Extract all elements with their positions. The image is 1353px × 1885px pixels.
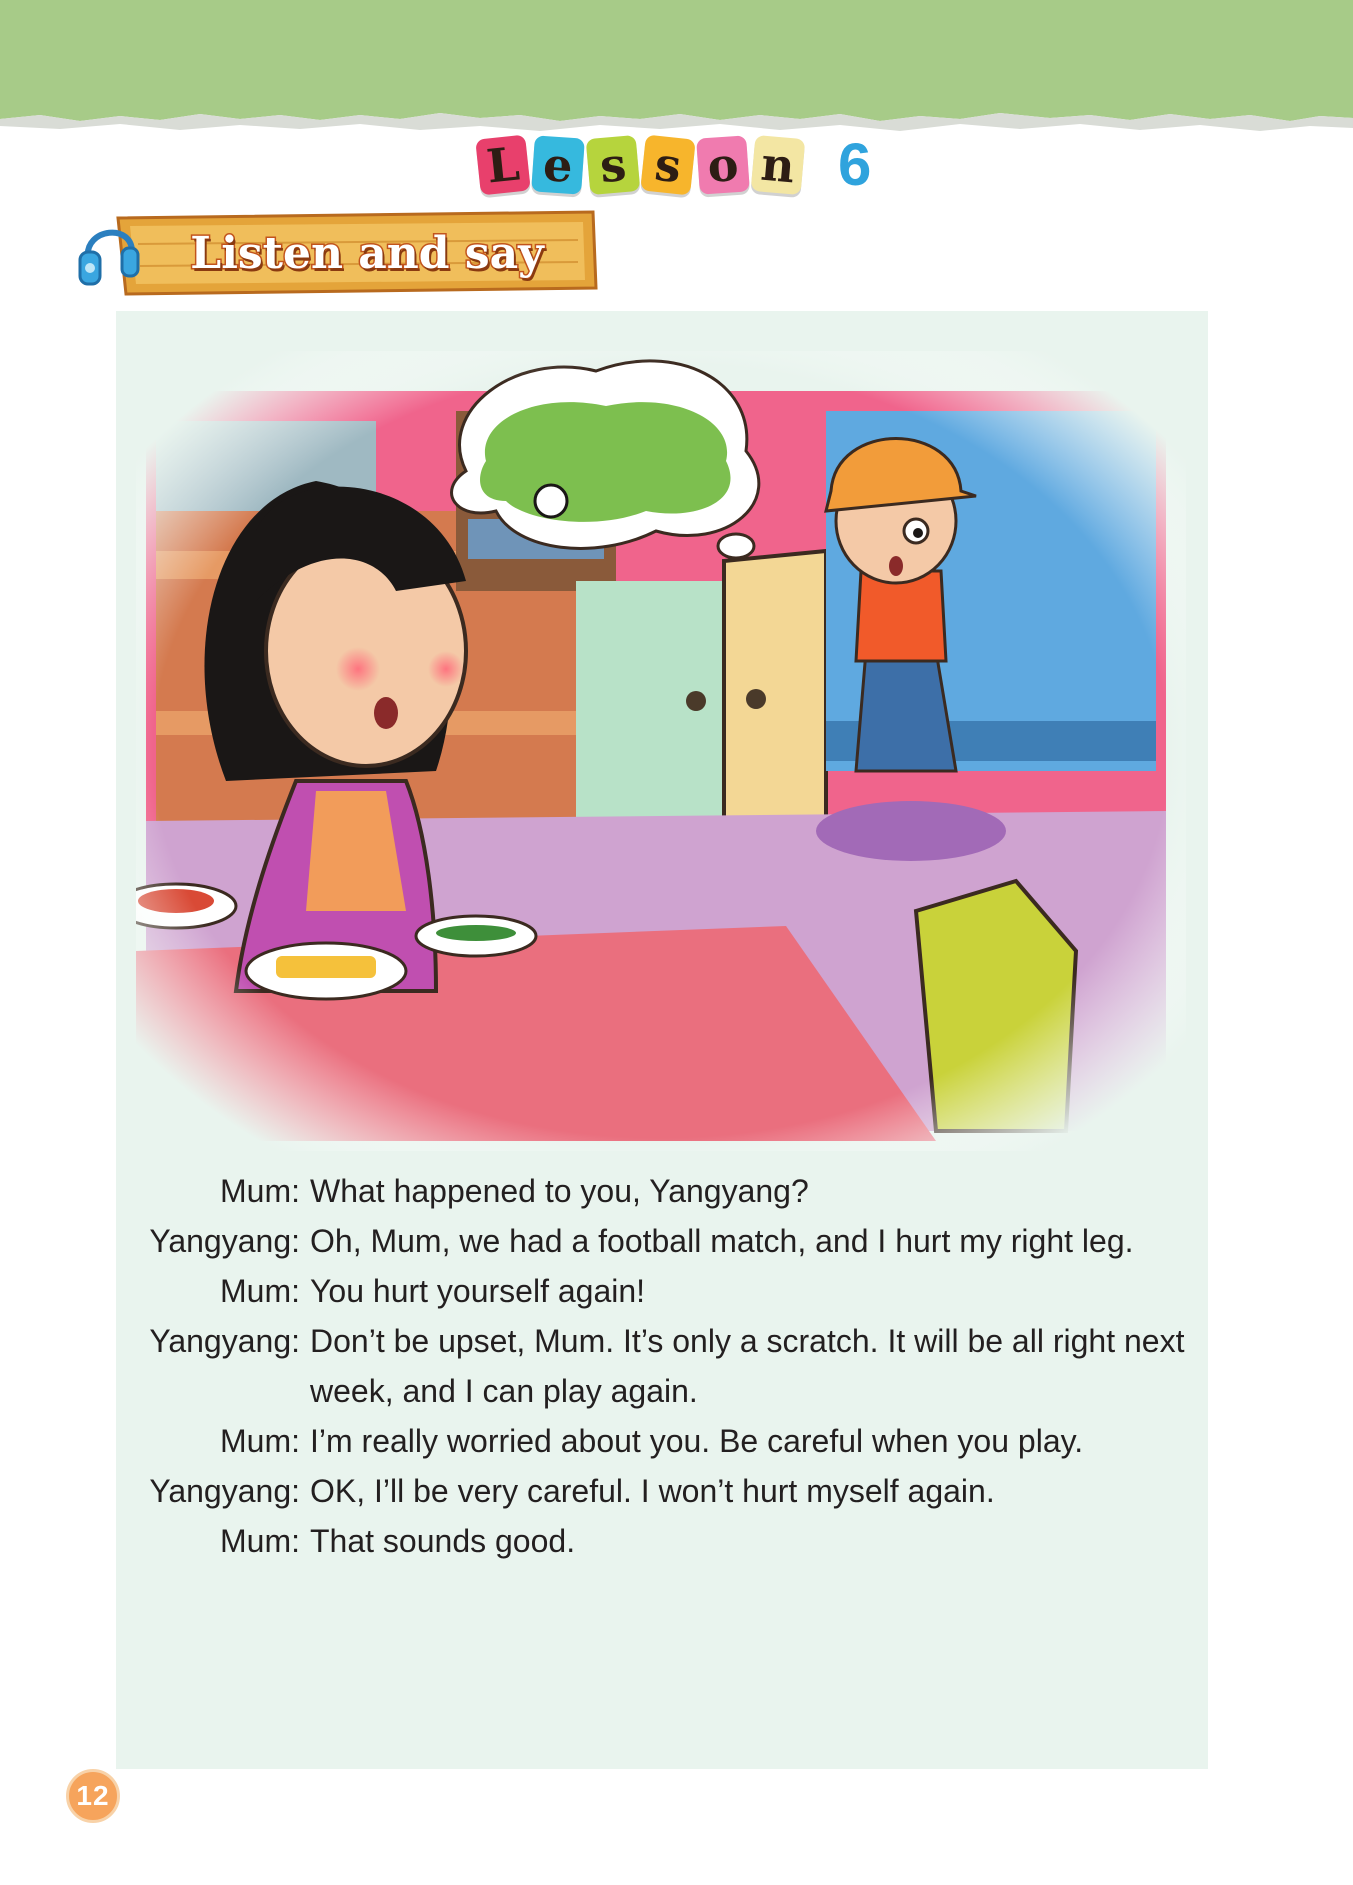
lesson-letter-tile: o	[696, 135, 750, 194]
dialogue-line	[128, 1416, 1198, 1466]
story-illustration	[136, 351, 1186, 1151]
speech-text: That sounds good.	[310, 1523, 576, 1559]
dialogue-line	[128, 1316, 1198, 1416]
dialogue	[128, 1166, 1198, 1566]
lesson-letter-tile: s	[586, 135, 641, 195]
speaker-label: Mum:	[220, 1173, 300, 1209]
lesson-letter-tile: n	[751, 135, 806, 195]
lesson-letter-tile: s	[640, 135, 696, 196]
speech-text: I’m really worried about you. Be careful when you play.	[310, 1423, 1084, 1459]
speech-text: You hurt yourself again!	[310, 1273, 646, 1309]
speaker-label: Mum:	[220, 1423, 300, 1459]
lesson-title	[478, 128, 871, 202]
dialogue-line	[128, 1516, 1198, 1566]
lesson-number: 6	[838, 131, 872, 198]
section-header	[78, 210, 598, 296]
speech-text: Oh, Mum, we had a football match, and I hurt my right leg.	[310, 1223, 1134, 1259]
content-panel	[116, 311, 1208, 1769]
lesson-letter-tile: L	[475, 135, 531, 196]
speaker-label: Mum:	[220, 1523, 300, 1559]
speaker-label: Yangyang:	[149, 1223, 300, 1259]
speaker-label: Yangyang:	[149, 1323, 300, 1359]
speaker-label: Yangyang:	[149, 1473, 300, 1509]
speech-text: What happened to you, Yangyang?	[310, 1173, 809, 1209]
headphones-icon	[78, 214, 142, 290]
speech-text: Don’t be upset, Mum. It’s only a scratch. It will be all right next week, and I can play again.	[310, 1323, 1185, 1409]
dialogue-line	[128, 1266, 1198, 1316]
dialogue-line	[128, 1216, 1198, 1266]
page-number: 12	[66, 1769, 120, 1823]
section-title: Listen and say	[190, 227, 544, 279]
speech-text: OK, I’ll be very careful. I won’t hurt myself again.	[310, 1473, 995, 1509]
dialogue-line	[128, 1466, 1198, 1516]
dialogue-line	[128, 1166, 1198, 1216]
lesson-letter-tile: e	[531, 135, 585, 194]
speaker-label: Mum:	[220, 1273, 300, 1309]
